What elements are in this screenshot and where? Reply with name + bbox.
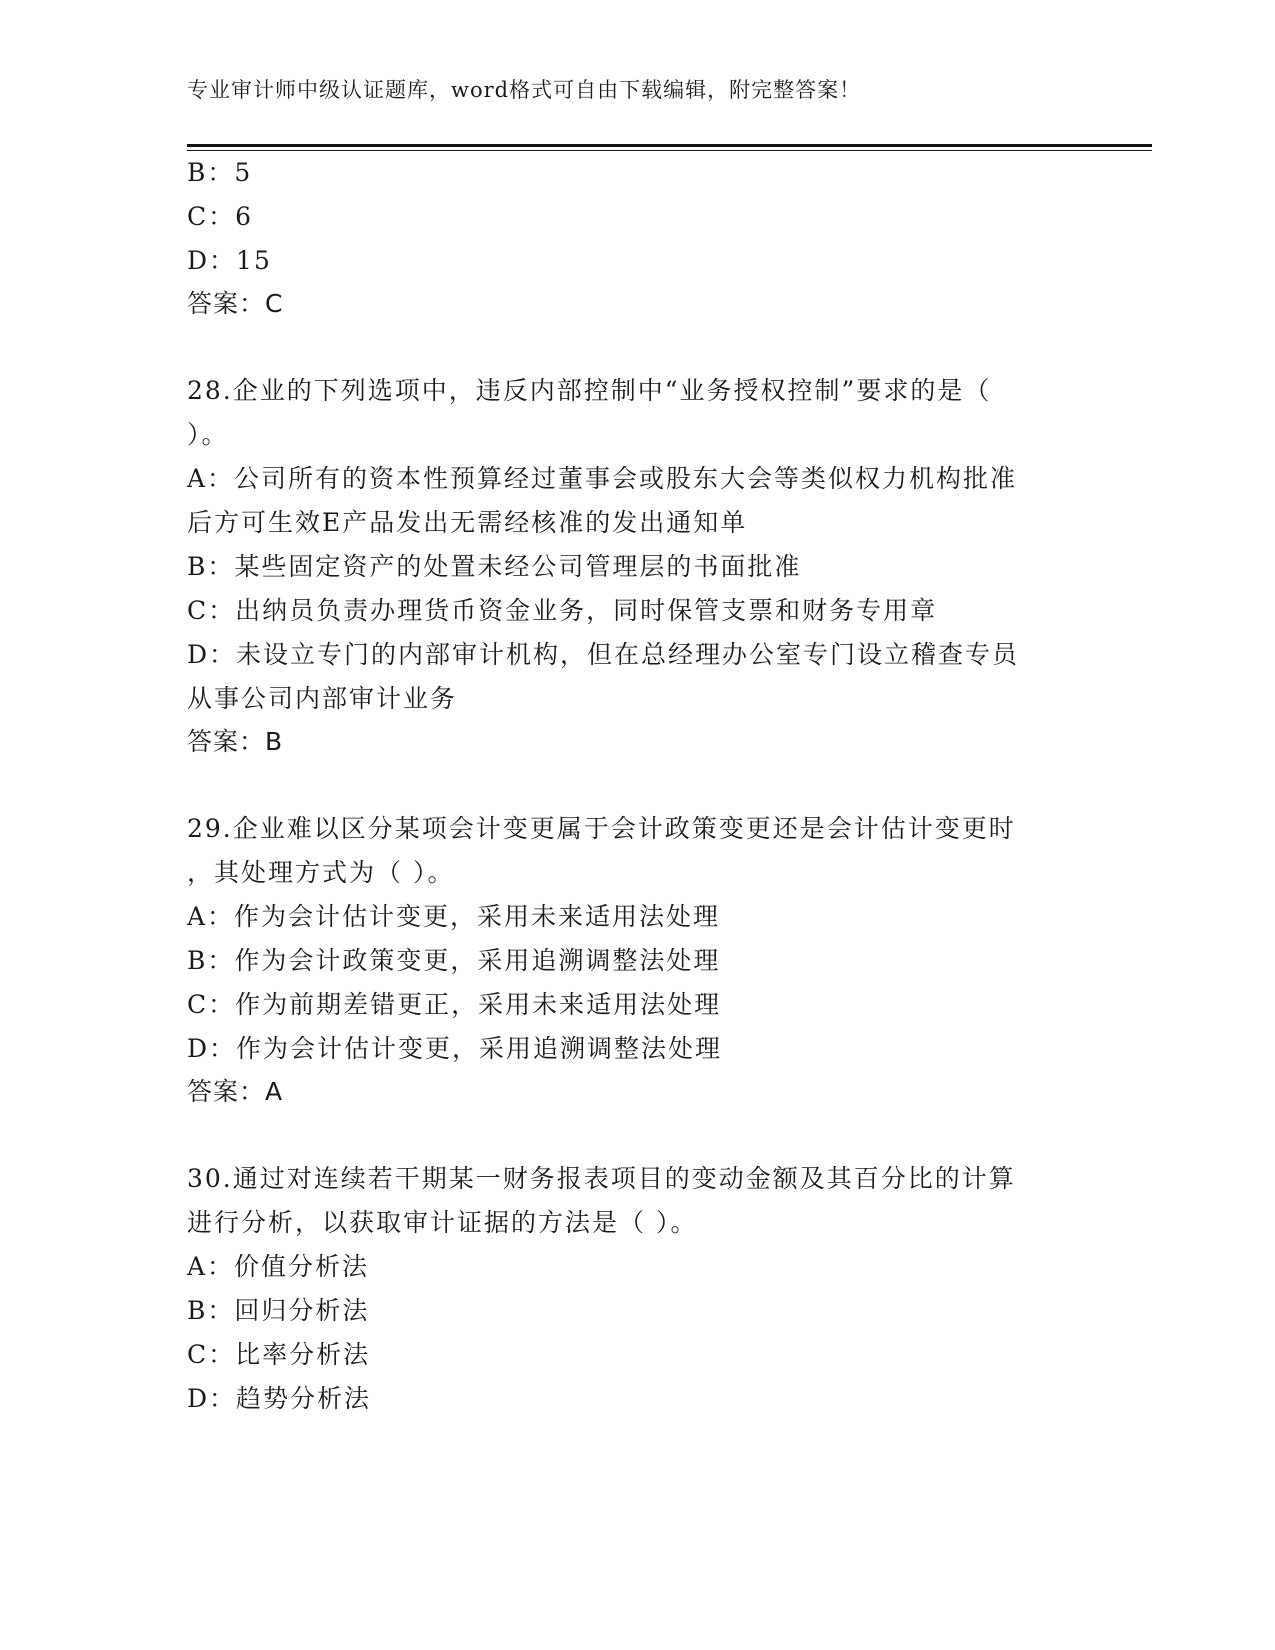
q28-option-a-line-1: A：公司所有的资本性预算经过董事会或股东大会等类似权力机构批准: [187, 464, 1018, 493]
q27-option-b: B：5: [187, 158, 253, 187]
header-divider: [187, 144, 1152, 151]
q29-stem-line-2: ，其处理方式为（ ）。: [187, 858, 455, 887]
q28-option-d-line-1: D：未设立专门的内部审计机构，但在总经理办公室专门设立稽查专员: [187, 640, 1020, 669]
q27-answer: 答案：C: [187, 289, 284, 318]
q27-option-d: D：15: [187, 246, 272, 275]
q28-answer: 答案：B: [187, 727, 284, 756]
q28-option-d-line-2: 从事公司内部审计业务: [187, 684, 458, 713]
q28-option-c: C：出纳员负责办理货币资金业务，同时保管支票和财务专用章: [187, 596, 938, 625]
q30-option-b: B：回归分析法: [187, 1296, 370, 1325]
q28-stem-line-2: ）。: [187, 420, 229, 449]
q30-option-d: D：趋势分析法: [187, 1384, 372, 1413]
page-header: 专业审计师中级认证题库，word格式可自由下载编辑，附完整答案！: [187, 78, 862, 102]
q28-option-a-line-2: 后方可生效E产品发出无需经核准的发出通知单: [187, 508, 748, 537]
q30-stem-line-2: 进行分析，以获取审计证据的方法是（ ）。: [187, 1208, 698, 1237]
q30-option-a: A：价值分析法: [187, 1252, 370, 1281]
q29-option-c: C：作为前期差错更正，采用未来适用法处理: [187, 990, 722, 1019]
q29-stem-line-1: 29.企业难以区分某项会计变更属于会计政策变更还是会计估计变更时: [187, 814, 1016, 843]
q28-stem-line-1: 28.企业的下列选项中，违反内部控制中“业务授权控制”要求的是（: [187, 376, 992, 405]
q30-stem-line-1: 30.通过对连续若干期某一财务报表项目的变动金额及其百分比的计算: [187, 1164, 1016, 1193]
q27-option-c: C：6: [187, 202, 254, 231]
q29-option-d: D：作为会计估计变更，采用追溯调整法处理: [187, 1034, 723, 1063]
q28-option-b: B：某些固定资产的处置未经公司管理层的书面批准: [187, 552, 802, 581]
q30-option-c: C：比率分析法: [187, 1340, 371, 1369]
q29-answer: 答案：A: [187, 1077, 284, 1106]
q29-option-b: B：作为会计政策变更，采用追溯调整法处理: [187, 946, 721, 975]
q29-option-a: A：作为会计估计变更，采用未来适用法处理: [187, 902, 721, 931]
